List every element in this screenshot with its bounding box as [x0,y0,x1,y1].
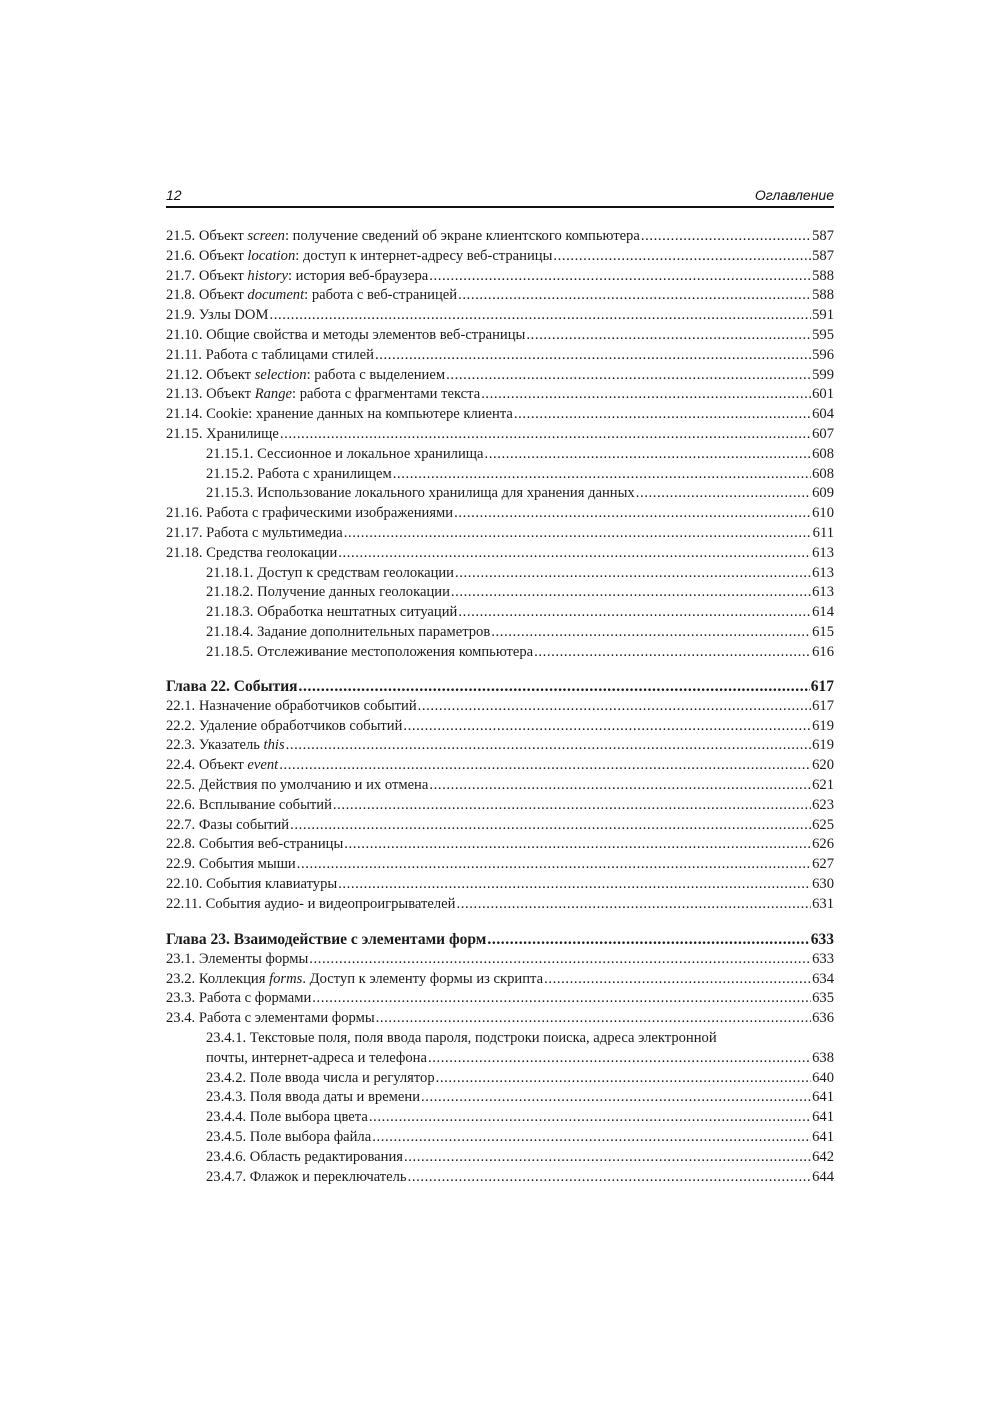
toc-entry[interactable] [166,544,834,564]
entry-text: События клавиатуры [206,875,338,892]
entry-page: 614 [812,604,834,621]
toc-entry[interactable] [166,445,834,465]
entry-number: 21.8. [166,287,196,304]
entry-page: 588 [812,267,834,284]
entry-number: 23.4.5. [206,1128,247,1145]
leader-dots [408,1168,812,1188]
entry-page: 641 [812,1109,834,1126]
entry-text: Флажок и переключатель [249,1168,407,1185]
entry-page: 599 [812,366,834,383]
toc-entry[interactable] [166,484,834,504]
entry-page: 617 [812,697,834,714]
entry-text: Объект [206,386,255,403]
entry-text: Действия по умолчанию и их отмена [198,776,429,793]
toc-entry[interactable] [166,756,834,776]
entry-text: Работа с таблицами стилей [205,346,374,363]
entry-title [206,564,454,584]
entry-number: 21.5. [166,228,196,244]
entry-text: Работа с элементами формы [198,1010,375,1027]
entry-page: 601 [812,386,834,403]
entry-text: Использование локального хранилища для хранения данных [257,485,635,502]
entry-number: 21.18.1. [206,564,254,581]
entry-number: 21.18.4. [206,623,254,640]
entry-title [206,1108,368,1128]
entry-text: Назначение обработчиков событий [198,697,417,714]
entry-title [206,1148,403,1168]
leader-dots [485,445,812,465]
entry-code-term: event [247,757,279,774]
toc-entry[interactable] [166,950,834,970]
entry-code-term: this [263,737,285,754]
entry-text: Объект [198,228,248,244]
leader-dots [309,950,811,970]
toc-entry[interactable] [166,425,834,445]
entry-text: Средства геолокации [206,544,338,561]
running-header [166,187,834,207]
entry-number: 21.14. [166,406,203,423]
toc-entry[interactable] [166,385,834,405]
toc-entry[interactable] [166,697,834,717]
toc-entry[interactable] [166,875,834,895]
leader-dots [418,697,811,717]
entry-title [166,227,640,247]
leader-dots [456,895,811,915]
entry-title [166,346,374,366]
entry-number: 23.4.6. [206,1148,247,1165]
leader-dots [338,544,811,564]
entry-number: 22.7. [166,816,196,833]
chapter-title: Глава 23. Взаимодействие с элементами форм [166,931,487,948]
entry-title [206,623,490,643]
toc-entry[interactable] [166,227,834,247]
entry-text-rest: : история веб-браузера [287,267,429,284]
entry-text: Отслеживание местоположения компьютера [257,643,534,660]
entry-title [166,855,296,875]
entry-number: 23.2. [166,970,196,987]
toc-entry[interactable] [166,247,834,267]
entry-title [206,1168,407,1188]
entry-title [166,895,455,915]
leader-dots [421,1088,811,1108]
entry-title [166,405,513,425]
leader-dots [338,875,811,895]
entry-text: Работа с графическими изображениями [206,505,454,522]
chapter-title: Глава 22. События [166,678,298,695]
entry-number: 21.18. [166,544,203,561]
entry-text: Поле выбора цвета [249,1109,368,1126]
entry-page: 587 [812,247,834,264]
entry-page: 619 [812,717,834,734]
entry-code-term: selection [254,366,307,383]
entry-number: 22.9. [166,856,196,873]
entry-page: 587 [812,228,834,244]
entry-text: Объект [198,757,248,774]
entry-title [166,247,552,267]
entry-page: 619 [812,737,834,754]
leader-dots [286,736,811,756]
entry-number: 23.4. [166,1010,196,1027]
entry-title [206,1128,371,1148]
entry-page: 621 [812,776,834,793]
entry-text: Задание дополнительных параметров [257,623,491,640]
entry-title [206,583,450,603]
toc-entry[interactable] [166,1069,834,1089]
entry-text-rest: : доступ к интернет-адресу веб-страницы [295,247,553,264]
entry-text: Работа с формами [198,990,312,1007]
entry-page: 641 [812,1089,834,1106]
leader-dots [526,326,811,346]
toc-entry[interactable] [166,1128,834,1148]
toc-entry[interactable] [166,603,834,623]
toc-entry[interactable] [166,855,834,875]
toc-entry[interactable] [166,465,834,485]
entry-title [166,835,343,855]
entry-title [166,796,332,816]
entry-page: 631 [812,895,834,912]
entry-number: 23.4.2. [206,1069,247,1086]
entry-page: 644 [812,1168,834,1185]
leader-dots [280,425,811,445]
entry-page: 613 [812,564,834,581]
leader-dots [514,405,811,425]
entry-text: Удаление обработчиков событий [198,717,403,734]
leader-dots [375,346,811,366]
toc-entry[interactable] [166,835,834,855]
entry-page: 607 [812,425,834,442]
leader-dots [279,756,811,776]
entry-code-term: Range [254,386,292,403]
entry-number: 21.10. [166,326,203,343]
toc-entry[interactable] [166,623,834,643]
toc-chapter-22 [166,677,834,915]
entry-text: Узлы DOM [198,307,269,324]
entry-number: 22.11. [166,895,202,912]
entry-number: 22.2. [166,717,196,734]
entry-text-rest: : работа с выделением [306,366,446,383]
entry-title [166,717,402,737]
entry-page: 635 [812,990,834,1007]
entry-text: Объект [198,247,248,264]
entry-number: 21.17. [166,524,203,541]
leader-dots [458,603,811,623]
toc-entry[interactable] [166,326,834,346]
leader-dots [455,564,811,584]
leader-dots [544,970,811,990]
entry-title [166,306,268,326]
leader-dots [436,1069,811,1089]
entry-text: Фазы событий [198,816,290,833]
toc-entry[interactable] [166,1168,834,1188]
leader-dots [312,989,811,1009]
entry-number: 23.4.4. [206,1109,247,1126]
entry-number: 21.18.5. [206,643,254,660]
leader-dots [376,1009,811,1029]
entry-number: 21.15. [166,425,203,442]
toc-entry[interactable] [166,796,834,816]
entry-title [166,504,453,524]
leader-dots [290,816,811,836]
entry-text: Поле ввода числа и регулятор [249,1069,435,1086]
entry-title [166,776,428,796]
leader-dots [451,583,811,603]
entry-number: 23.4.3. [206,1089,247,1106]
entry-page: 627 [812,856,834,873]
header-rule [166,206,834,208]
entry-page: 616 [812,643,834,660]
entry-number: 23.3. [166,990,196,1007]
toc-entry[interactable] [166,504,834,524]
leader-dots [641,227,811,247]
entry-number: 22.6. [166,796,196,813]
toc-entry[interactable] [166,989,834,1009]
toc-entry[interactable] [166,970,834,990]
entry-page: 626 [812,836,834,853]
entry-number: 21.12. [166,366,203,383]
leader-dots [487,930,809,950]
entry-title [166,326,525,346]
entry-text: Область редактирования [249,1148,403,1165]
toc-entry[interactable] [166,405,834,425]
entry-text: Элементы формы [198,950,309,967]
entry-title [166,736,285,756]
toc-entry[interactable] [166,286,834,306]
entry-number: 22.4. [166,757,196,774]
entry-text: Всплывание событий [198,796,332,813]
entry-number: 22.3. [166,737,196,754]
entry-text: Общие свойства и методы элементов веб-страницы [206,326,526,343]
entry-text: Получение данных геолокации [257,584,450,601]
entry-number: 21.13. [166,386,203,403]
entry-title [206,1088,420,1108]
toc-entry[interactable] [166,346,834,366]
leader-dots [369,1108,811,1128]
entry-text: Объект [206,366,255,383]
entry-title [206,445,484,465]
entry-number: 22.5. [166,776,196,793]
entry-number: 23.4.7. [206,1168,247,1185]
toc-entry[interactable] [166,895,834,915]
leader-dots [491,623,811,643]
entry-title [166,756,278,776]
toc-entry[interactable] [166,736,834,756]
entry-page: 641 [812,1128,834,1145]
entry-page: 613 [812,544,834,561]
entry-number: 22.1. [166,697,196,714]
entry-page: 620 [812,757,834,774]
entry-number: 21.18.2. [206,584,254,601]
leader-dots [404,1148,811,1168]
chapter-page: 633 [810,931,834,948]
entry-page: 636 [812,1010,834,1027]
entry-title [166,425,279,445]
entry-text-rest: : получение сведений об экране клиентского компьютера [284,228,640,244]
chapter-heading[interactable] [166,930,834,950]
toc-entry[interactable] [166,1108,834,1128]
chapter-heading[interactable] [166,677,834,697]
entry-page: 630 [812,875,834,892]
entry-page: 588 [812,287,834,304]
entry-page: 608 [812,445,834,462]
entry-title [166,544,337,564]
entry-page: 591 [812,307,834,324]
entry-title [166,970,543,990]
entry-page: 595 [812,326,834,343]
entry-title [206,465,392,485]
entry-text: Объект [198,267,248,284]
toc-entry[interactable] [166,1009,834,1029]
entry-text: Доступ к средствам геолокации [257,564,454,581]
entry-page: 611 [812,524,834,541]
entry-number: 21.15.3. [206,485,254,502]
entry-title [166,697,417,717]
leader-dots [429,267,811,287]
toc-entry[interactable] [166,643,834,663]
entry-code-term: location [247,247,296,264]
entry-page: 608 [812,465,834,482]
entry-page: 604 [812,406,834,423]
leader-dots [297,855,811,875]
toc-entry[interactable] [166,1148,834,1168]
leader-dots [446,366,811,386]
entry-page: 623 [812,796,834,813]
entry-number: 21.6. [166,247,196,264]
entry-text: События аудио- и видеопроигрывателей [205,895,456,912]
toc-entry[interactable] [166,524,834,544]
entry-page: 610 [812,505,834,522]
entry-text: Хранилище [206,425,279,442]
entry-title [166,385,480,405]
toc-entry[interactable] [166,267,834,287]
entry-title [166,1009,375,1029]
toc-chapter-23 [166,930,834,1187]
entry-page: 642 [812,1148,834,1165]
entry-text: События веб-страницы [198,836,344,853]
entry-title: почты, интернет-адреса и телефона [206,1049,427,1066]
entry-number: 21.15.1. [206,445,254,462]
page-number: 12 [166,187,182,203]
leader-dots [344,835,811,855]
entry-page: 634 [812,970,834,987]
leader-dots [553,247,811,267]
entry-text: Работа с мультимедиа [206,524,343,541]
entry-number: 21.18.3. [206,604,254,621]
toc-entry[interactable] [166,583,834,603]
entry-code-term: forms [269,970,303,987]
leader-dots [344,524,812,544]
entry-title [166,267,428,287]
entry-code-term: screen [247,228,285,244]
entry-title [166,989,311,1009]
entry-title [206,603,457,623]
toc-entry[interactable] [166,564,834,584]
leader-dots [481,385,811,405]
toc-entry[interactable] [166,776,834,796]
leader-dots [534,643,811,663]
entry-number: 21.7. [166,267,196,284]
leader-dots [299,677,810,697]
entry-text: Работа с хранилищем [257,465,392,482]
chapter-page: 617 [810,678,834,695]
entry-title [166,286,457,306]
entry-text: Указатель [198,737,264,754]
toc-section-21-continued [166,227,834,663]
leader-dots [372,1128,811,1148]
toc-entry[interactable] [166,366,834,386]
entry-title [166,816,289,836]
entry-text: Поле выбора файла [249,1128,372,1145]
toc-entry[interactable] [166,306,834,326]
entry-number: 22.8. [166,836,196,853]
entry-text: Коллекция [198,970,270,987]
entry-text: Сессионное и локальное хранилища [257,445,484,462]
toc-entry[interactable] [166,816,834,836]
leader-dots [393,465,811,485]
leader-dots [454,504,811,524]
entry-title [166,366,445,386]
leader-dots [458,286,811,306]
entry-text-rest: : работа с фрагментами текста [292,386,481,403]
entry-page: 638 [812,1049,834,1066]
leader-dots [333,796,811,816]
entry-text-rest: : работа с веб-страницей [304,287,458,304]
leader-dots [429,776,811,796]
leader-dots [269,306,811,326]
entry-title [206,643,533,663]
entry-number: 22.10. [166,875,203,892]
entry-page: 596 [812,346,834,363]
entry-text: События мыши [198,856,296,873]
toc-entry-wrapped-line2[interactable] [166,1049,834,1069]
entry-code-term: document [247,287,305,304]
leader-dots [428,1049,811,1069]
entry-page: 609 [812,485,834,502]
entry-code-term: history [247,267,288,284]
toc-entry[interactable] [166,1088,834,1108]
leader-dots [403,717,811,737]
entry-number: 21.15.2. [206,465,254,482]
entry-text: Объект [198,287,248,304]
entry-page: 615 [812,623,834,640]
entry-text: Поля ввода даты и времени [249,1089,421,1106]
entry-number: 21.11. [166,346,202,363]
entry-number: 21.9. [166,307,196,324]
entry-number: 21.16. [166,505,203,522]
entry-title [206,484,635,504]
entry-title [166,875,337,895]
leader-dots [636,484,811,504]
entry-text: Обработка нештатных ситуаций [257,604,458,621]
entry-number: 23.1. [166,950,196,967]
toc-entry[interactable] [166,717,834,737]
entry-page: 625 [812,816,834,833]
entry-text: Cookie: хранение данных на компьютере клиента [206,406,513,423]
entry-title [166,524,343,544]
entry-page: 613 [812,584,834,601]
toc-entry-wrapped-line1[interactable]: 23.4.1. Текстовые поля, поля ввода пароля, подстроки поиска, адреса электронной [206,1029,717,1046]
entry-page: 633 [812,950,834,967]
running-title: Оглавление [754,187,834,203]
entry-title [166,950,308,970]
entry-text-rest: . Доступ к элементу формы из скрипта [302,970,544,987]
entry-title [206,1069,435,1089]
entry-page: 640 [812,1069,834,1086]
